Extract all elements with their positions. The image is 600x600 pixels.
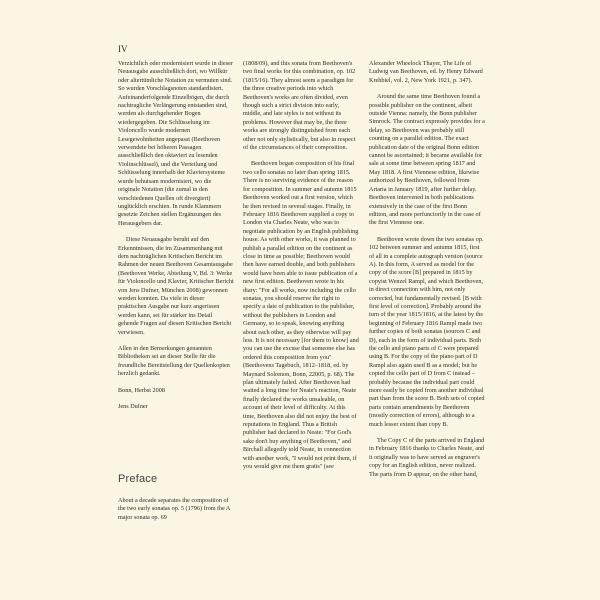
- paragraph: About a decade separates the composition of the two early sonatas op. 5 (1796) from the A major sonata op. 69: [118, 497, 231, 521]
- section-heading: Preface: [118, 473, 158, 485]
- paragraph: Beethoven began composition of his final two cello sonatas no later than spring 1815. There is no surviving evidence of the reason for composition. In summer and autumn 1815 Beethoven worked out a first version, which he then revised in several stages. Finally, in February 1816 Beethoven supplied a copy to London via Charles Neate, who was to negotiate publication by an English publishing house. As with other works, it was planned to publish a parallel edition on the continent as close in time as possible; Beethoven would then have earned double, and both publishers would have been able to issue publication of a new first edition. Beethoven wrote in his diary: "For all works, now including the cello sonatas, you should reserve the right to specify a date of publication to the publisher, without the publishers in London and Germany, so to speak, knowing anything about each other, as they otherwise will pay less. It is not necessary [for them to know] and you can use the excuse that someone else has ordered this composition from you" (Beethovens Tagebuch, 1812–1818, ed. by Maynard Solomon, Bonn, 22005, p. 68). The plan ultimately failed. After Beethoven had waited a long time for Neate's reaction, Neate finally declared the works unsaleable, on account of their level of difficulty. At this time, Beethoven also did not enjoy the best of reputations in England. Thus a British publisher had declared to Neate: "For God's sake don't buy anything of Beethoven," and Birchall allegedly told Neate, in connection with another work, "I would not print them, if you would give me them gratis" (see: [243, 160, 359, 471]
- column-1: [118, 60, 234, 411]
- paragraph: Around the same time Beethoven found a possible publisher on the continent, albeit outside Vienna: namely, the Bonn publisher Simrock. The contract expressly provides for a delay, so Beethoven was probably still counting on a parallel edition. The exact publication date of the original Bonn edition cannot be ascertained; it became available for sale at some time between spring 1817 and May 1818. A first Viennese edition, likewise authorized by Beethoven, followed from Artaria in January 1819, after further delay. Beethoven intervened in both publications extensively in the case of the first Bonn edition, and more perfunctorily in the case of the first Viennese one.: [369, 93, 485, 227]
- paragraph: (1808/09), and this sonata from Beethoven's two final works for this combination, op. 102 (1815/16). They almost seem a paradigm for the three creative periods into which Beethoven's works are often divided, even though such a strict division into early, middle, and late styles is not without its problems. However that may be, the three works are strongly distinguished from each other not only stylistically, but also in respect of the circumstances of their composition.: [243, 60, 356, 152]
- column-1-bottom: [118, 497, 234, 567]
- paragraph: Verzichtlich oder modernisiert wurde in dieser Neuausgabe ausschließlich dort, wo Willkür oder altertümliche Notation zu vermuten sind. So wurden Vorschlagsnoten standardisiert. Aufeinanderfolgende Einzelbögen, die durch nachtragliche Verlängerung entstanden sind, werden als durchgehender Bogen wiedergegeben. Die Schlüsselung im Violoncello wurde modernen Lesegewohnheiten angepasst (Beethoven verwendete bei höheren Passagen ausschließlich den oktaviert zu lesenden Violinschlüssel), und die Verteilung und Schlüsselung innerhalb der Klaviersysteme wurde behutsam modernisiert, wo die originale Notation (die zumal in den verschiedenen Quellen oft divergiert) unglücklich erschien. In runde Klammern gesetzte Zeichen stellen Ergänzungen des Herausgebers dar.: [118, 60, 233, 227]
- paragraph: Diese Neuausgabe beruht auf den Erkenntnissen, die im Zusammenhang mit dem nachträglichen Kritischen Bericht im Rahmen der neuen Beethoven Gesamtausgabe (Beethoven Werke, Abteilung V, Bd. 3: Werke für Violoncello und Klavier, Kritischer Bericht von Jens Dufner, München 2008) gewonnen werden konnten. Da viele in dieser praktischen Ausgabe nur kurz angerissen werden kann, sei für stärker ins Detail gehende Fragen auf diesen Kritischen Bericht verwiesen.: [118, 236, 234, 336]
- paragraph: The Copy C of the parts arrived in England in February 1816 thanks to Charles Neate, and it originally was to have served as engraver's copy for an English edition, never realized. The parts from D appear, on the other hand,: [369, 437, 485, 478]
- page-number: IV: [118, 44, 128, 54]
- signature-place: Bonn, Herbst 2008: [118, 386, 165, 394]
- paragraph: Alexander Wheelock Thayer, The Life of Ludwig van Beethoven, ed. by Henry Edward Krehbiel, vol. 2, New York 1921, p. 347).: [369, 60, 483, 84]
- paragraph: Beethoven wrote down the two sonatas op. 102 between summer and autumn 1815, first of all in a complete autograph version (source A). In this form, A served as model for the copy of the score [B] prepared in 1815 by copyist Wenzel Rampl, and which Beethoven, in direct connection with him, not only corrected, but fundamentally revised. [B with first level of correction]. Probably around the turn of the year 1815/1816, at the latest by the beginning of February 1816 Rampl made two further copies of both sonatas (sources C and D), each in the form of individual parts. Both the cello and piano parts of C were prepared using B. For the copy of the piano part of D Rampl also again used B as a model; but he copied the cello part of D from C instead – probably because the individual part could more easily be copied from another individual part than from the score B. Both sets of copied parts contain amendments by Beethoven (mostly correction of errors), although to a much lesser extent than copy B.: [369, 235, 485, 428]
- signature-name: Jens Dufner: [118, 403, 148, 411]
- paragraph: Allen in den Bemerkungen genannten Bibliotheken sei an dieser Stelle für die freundliche Bereitstellung der Quellenkopien herzlich gedankt.: [118, 345, 230, 378]
- column-3: [369, 60, 485, 580]
- column-2: [243, 60, 359, 580]
